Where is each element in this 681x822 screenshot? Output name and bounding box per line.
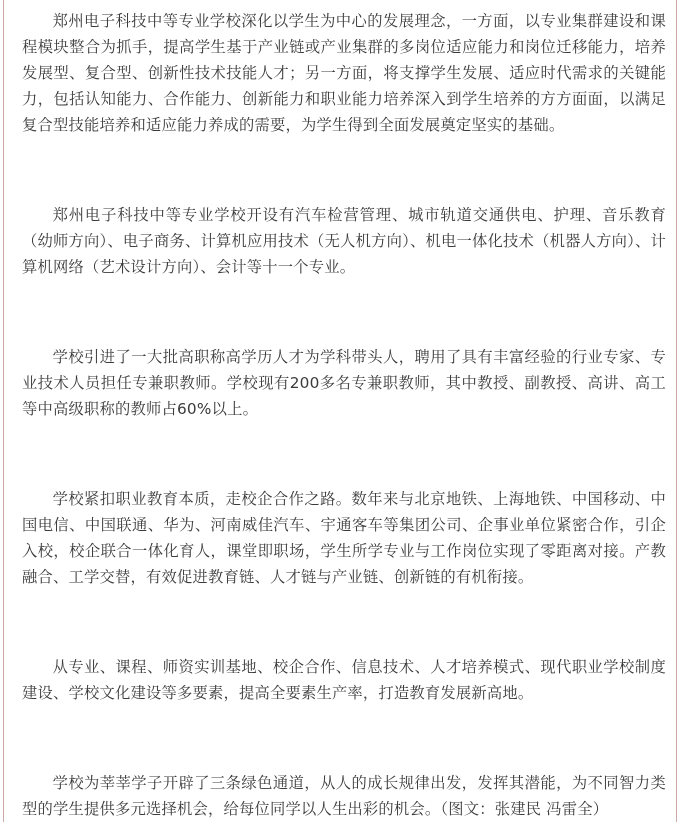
paragraph-elements: 从专业、课程、师资实训基地、校企合作、信息技术、人才培养模式、现代职业学校制度建设、学校文化建设等多要素，提高全要素生产率，打造教育发展新高地。 [22, 658, 666, 702]
paragraph-development-philosophy: 郑州电子科技中等专业学校深化以学生为中心的发展理念，一方面，以专业集群建设和课程模块整合为抓手，提高学生基于产业链或产业集群的多岗位适应能力和岗位迁移能力，培养发展型、复合型、创新性技术技能人才；另一方面，将支撑学生发展、适应时代需求的关键能力，包括认知能力、合作能力、创新能力和职业能力培养深入到学生培养的方方面面，以满足复合型技能培养和适应能力养成的需要，为学生得到全面发展奠定坚实的基础。 [22, 12, 666, 134]
content-frame [3, 0, 677, 822]
paragraph-majors: 郑州电子科技中等专业学校开设有汽车检营管理、城市轨道交通供电、护理、音乐教育（幼师方向）、电子商务、计算机应用技术（无人机方向）、机电一体化技术（机器人方向）、计算机网络（艺术设计方向）、会计等十一个专业。 [22, 206, 666, 276]
article-body [22, 8, 666, 822]
paragraph-green-channels: 学校为莘莘学子开辟了三条绿色通道，从人的成长规律出发，发挥其潜能，为不同智力类型的学生提供多元选择机会，给每位同学以人生出彩的机会。（图文：张建民 冯雷全） [22, 774, 666, 818]
paragraph-faculty: 学校引进了一大批高职称高学历人才为学科带头人，聘用了具有丰富经验的行业专家、专业技术人员担任专兼职教师。学校现有200多名专兼职教师，其中教授、副教授、高讲、高工等中高级职称的教师占60%以上。 [22, 348, 666, 418]
paragraph-school-enterprise: 学校紧扣职业教育本质，走校企合作之路。数年来与北京地铁、上海地铁、中国移动、中国电信、中国联通、华为、河南威佳汽车、宇通客车等集团公司、企事业单位紧密合作，引企入校，校企联合一体化育人，课堂即职场，学生所学专业与工作岗位实现了零距离对接。产教融合、工学交替，有效促进教育链、人才链与产业链、创新链的有机衔接。 [22, 490, 666, 586]
